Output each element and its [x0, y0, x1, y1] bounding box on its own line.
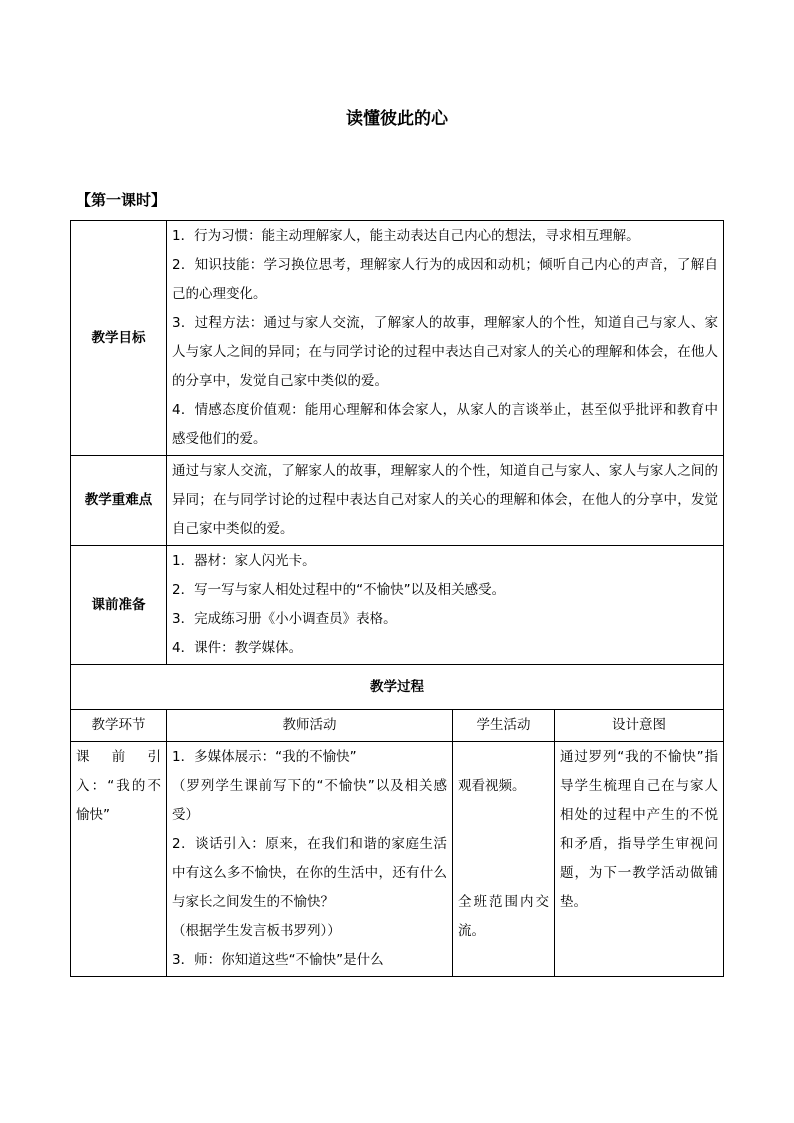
goals-label: 教学目标: [71, 221, 167, 456]
preparation-item: 1．器材：家人闪光卡。: [172, 553, 316, 569]
preparation-item: 4．课件：教学媒体。: [172, 640, 303, 656]
goal-item: 1．行为习惯：能主动理解家人，能主动表达自己内心的想法，寻求相互理解。: [172, 228, 640, 244]
preparation-content: [167, 546, 724, 665]
student-activity-cell: [453, 742, 555, 977]
teacher-activity-line: 3．师：你知道这些“不愉快”是什么: [172, 952, 384, 968]
lesson-plan-table: [70, 220, 724, 977]
preparation-label: 课前准备: [71, 546, 167, 665]
goals-row: [71, 221, 724, 456]
stage-cell: 课前引入：“我的不愉快”: [71, 742, 167, 977]
process-row: [71, 742, 724, 977]
page-title: 读懂彼此的心: [346, 109, 448, 129]
teacher-activity-line: 1．多媒体展示：“我的不愉快”: [172, 749, 357, 765]
teacher-activity-line: （罗列学生课前写下的“不愉快”以及相关感受）: [172, 778, 447, 823]
design-intent-cell: 通过罗列“我的不愉快”指导学生梳理自己在与家人相处的过程中产生的不悦和矛盾，指导学生审视问题，为下一教学活动做铺垫。: [555, 742, 724, 977]
column-header-stage: 教学环节: [71, 710, 167, 742]
preparation-row: [71, 546, 724, 665]
teacher-activity-line: 2．谈话引入：原来，在我们和谐的家庭生活中有这么多不愉快，在你的生活中，还有什么与家长之间发生的不愉快？: [172, 836, 447, 910]
column-header-intent: 设计意图: [555, 710, 724, 742]
lesson-label: 【第一课时】: [76, 191, 167, 209]
goal-item: 3．过程方法：通过与家人交流，了解家人的故事，理解家人的个性，知道自己与家人、家人与家人之间的异同；在与同学讨论的过程中表达自己对家人的关心的理解和体会，在他人的分享中，发觉自己家中类似的爱。: [172, 315, 718, 389]
process-heading-row: [71, 665, 724, 710]
process-column-header-row: [71, 710, 724, 742]
column-header-teacher: 教师活动: [167, 710, 453, 742]
teacher-activity-line: （根据学生发言板书罗列））: [172, 923, 341, 939]
column-header-student: 学生活动: [453, 710, 555, 742]
goal-item: 4．情感态度价值观：能用心理解和体会家人，从家人的言谈举止，甚至似乎批评和教育中感受他们的爱。: [172, 402, 718, 447]
goals-content: [167, 221, 724, 456]
key-points-row: [71, 456, 724, 546]
key-points-content: 通过与家人交流，了解家人的故事，理解家人的个性，知道自己与家人、家人与家人之间的异同；在与同学讨论的过程中表达自己对家人的关心的理解和体会，在他人的分享中，发觉自己家中类似的爱。: [167, 456, 724, 546]
student-activity-line: 观看视频。: [458, 778, 526, 794]
key-points-label: 教学重难点: [71, 456, 167, 546]
teacher-activity-cell: [167, 742, 453, 977]
process-heading: 教学过程: [71, 665, 724, 710]
goal-item: 2．知识技能：学习换位思考，理解家人行为的成因和动机；倾听自己内心的声音，了解自己的心理变化。: [172, 257, 718, 302]
preparation-item: 3．完成练习册《小小调查员》表格。: [172, 611, 397, 627]
student-activity-line: 全班范围内交流。: [458, 894, 549, 939]
preparation-item: 2．写一写与家人相处过程中的“不愉快”以及相关感受。: [172, 582, 506, 598]
